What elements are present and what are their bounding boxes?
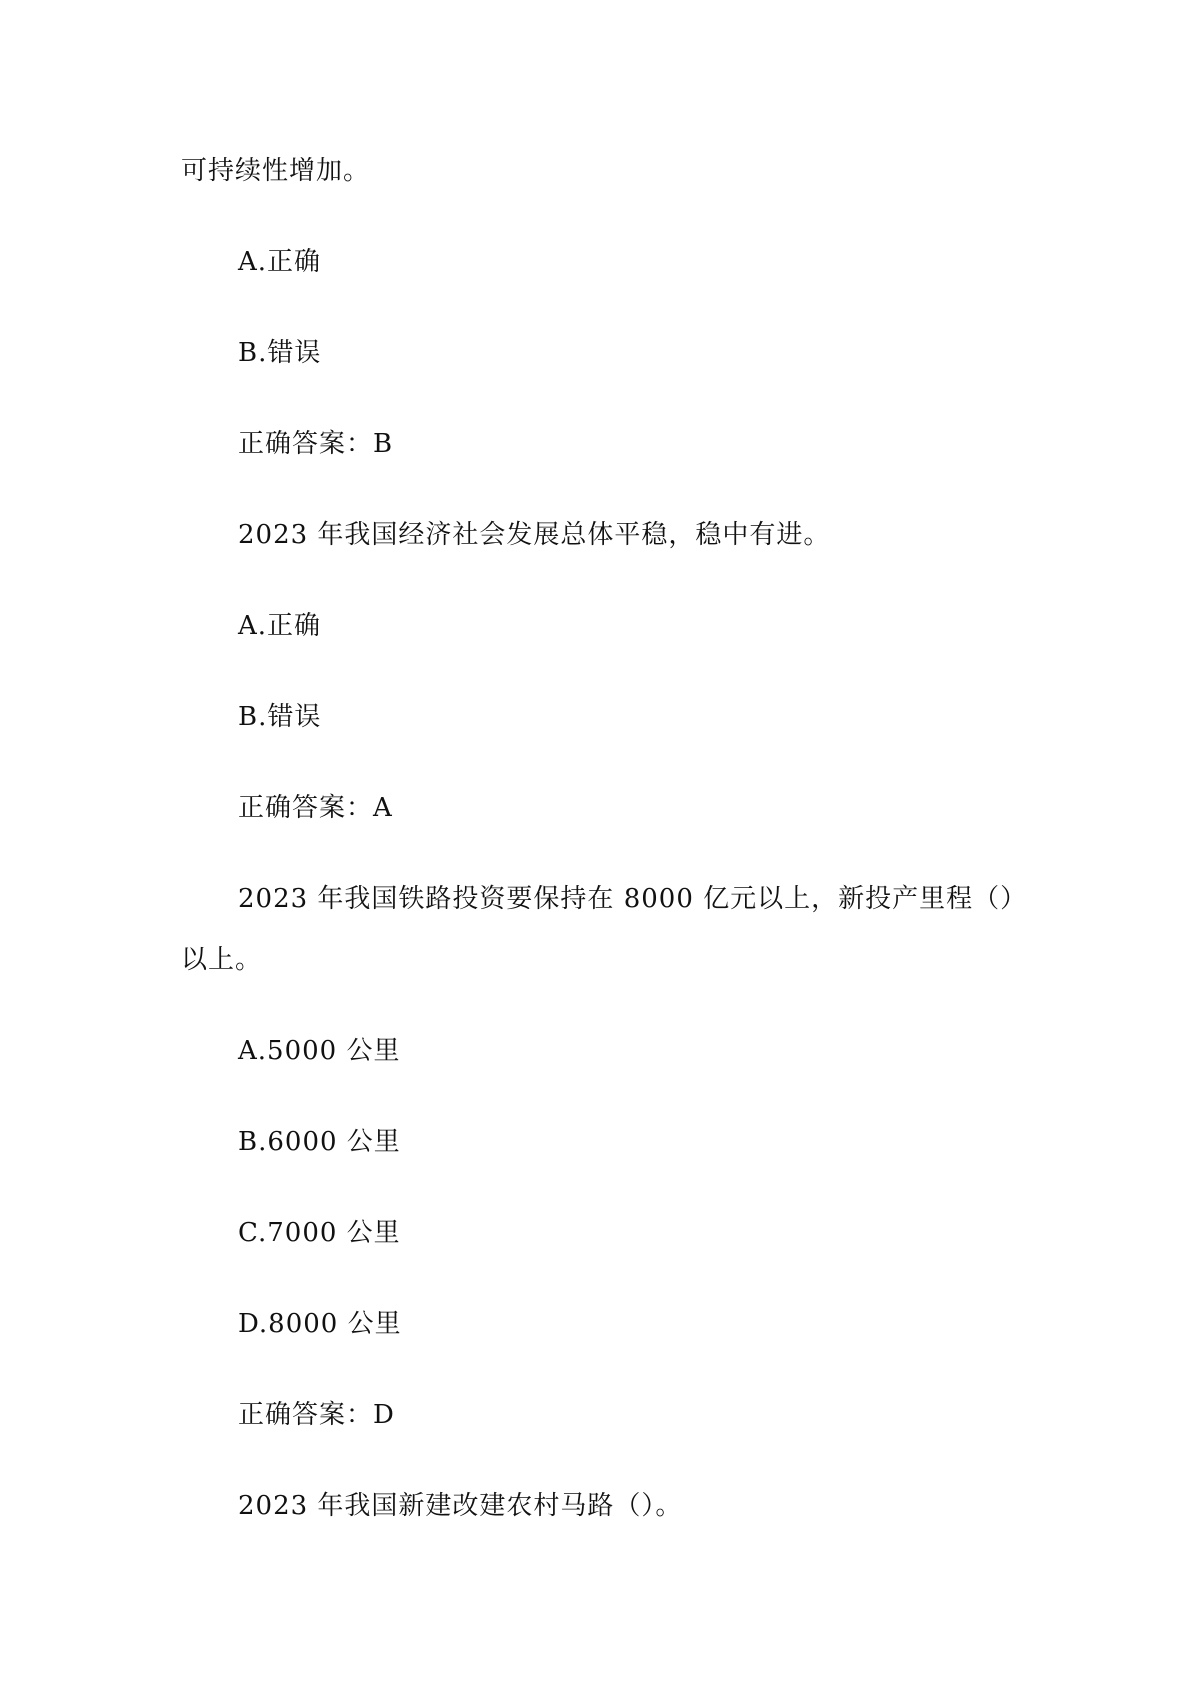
option-d: D.8000 公里 (238, 1309, 402, 1339)
option-a: A.5000 公里 (238, 1036, 401, 1066)
option-a: A.正确 (238, 611, 322, 641)
option-b: B.错误 (238, 702, 322, 732)
question-text: 2023 年我国铁路投资要保持在 8000 亿元以上，新投产里程（） (238, 884, 1028, 914)
correct-answer: 正确答案：B (238, 429, 394, 459)
question-continuation-text: 可持续性增加。 (181, 156, 371, 186)
option-b: B.6000 公里 (238, 1127, 401, 1157)
question-text: 2023 年我国经济社会发展总体平稳，稳中有进。 (238, 520, 831, 550)
option-a: A.正确 (238, 247, 322, 277)
option-c: C.7000 公里 (238, 1218, 401, 1248)
option-b: B.错误 (238, 338, 322, 368)
correct-answer: 正确答案：A (238, 793, 393, 823)
question-text-continuation: 以上。 (181, 945, 263, 975)
question-text: 2023 年我国新建改建农村马路（）。 (238, 1491, 683, 1521)
correct-answer: 正确答案：D (238, 1400, 395, 1430)
